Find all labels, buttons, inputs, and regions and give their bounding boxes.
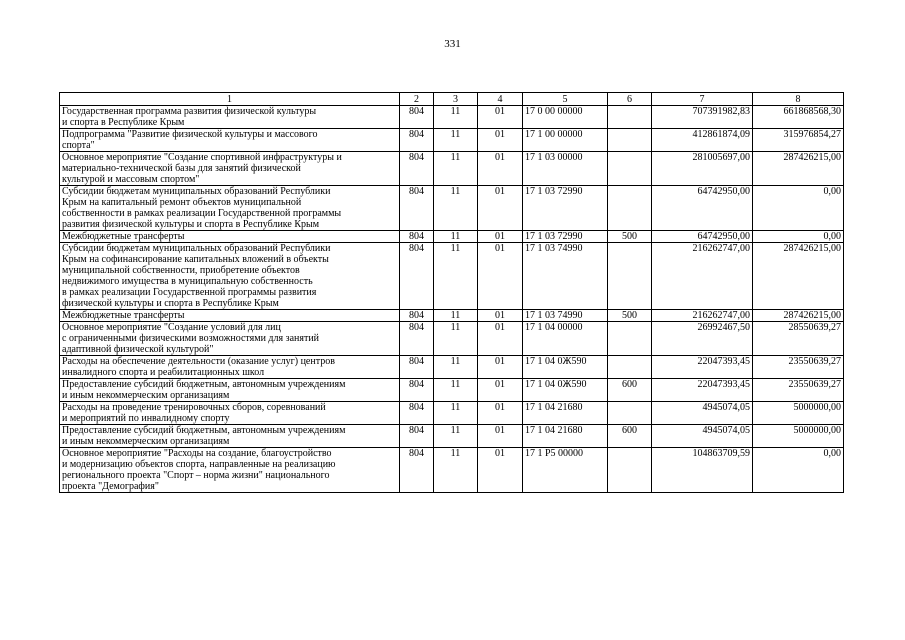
- cell-expense-type: 600: [608, 425, 652, 448]
- cell-expense-type: [608, 322, 652, 356]
- table-row: [60, 402, 844, 425]
- cell-section: 11: [434, 448, 478, 493]
- name-line: Субсидии бюджетам муниципальных образований Республики: [62, 186, 331, 197]
- cell-target-article: 17 1 P5 00000: [523, 448, 608, 493]
- cell-subsection: 01: [478, 186, 523, 231]
- cell-subsection: 01: [478, 310, 523, 322]
- header-cell: 4: [478, 93, 523, 106]
- name-line: и модернизацию объектов спорта, направленные на реализацию: [62, 459, 336, 470]
- cell-section: 11: [434, 379, 478, 402]
- cell-section: 11: [434, 243, 478, 310]
- name-line: недвижимого имущества в муниципальную собственность: [62, 276, 313, 287]
- name-line: Расходы на обеспечение деятельности (оказание услуг) центров: [62, 356, 335, 367]
- cell-target-article: 17 1 03 72990: [523, 231, 608, 243]
- name-line: Государственная программа развития физической культуры: [62, 106, 317, 117]
- table-row: [60, 356, 844, 379]
- cell-target-article: 17 1 04 21680: [523, 402, 608, 425]
- cell-amount-year2: 0,00: [753, 448, 844, 493]
- cell-target-article: 17 1 03 74990: [523, 310, 608, 322]
- name-line: регионального проекта "Спорт – норма жизни" национального: [62, 470, 330, 481]
- name-line: Межбюджетные трансферты: [62, 231, 185, 242]
- name-line: спорта": [62, 140, 95, 151]
- cell-section: 11: [434, 322, 478, 356]
- cell-amount-year1: 412861874,09: [652, 129, 753, 152]
- cell-grbs: 804: [400, 379, 434, 402]
- cell-name: [60, 186, 400, 231]
- table-row: [60, 186, 844, 231]
- cell-amount-year1: 707391982,83: [652, 106, 753, 129]
- header-cell: 6: [608, 93, 652, 106]
- header-cell: 8: [753, 93, 844, 106]
- name-line: Крым на капитальный ремонт объектов муниципальной: [62, 197, 302, 208]
- cell-subsection: 01: [478, 379, 523, 402]
- cell-amount-year1: 216262747,00: [652, 310, 753, 322]
- name-line: Расходы на проведение тренировочных сборов, соревнований: [62, 402, 326, 413]
- cell-target-article: 17 1 00 00000: [523, 129, 608, 152]
- cell-subsection: 01: [478, 322, 523, 356]
- cell-amount-year2: 5000000,00: [753, 402, 844, 425]
- cell-expense-type: [608, 152, 652, 186]
- table-row: [60, 379, 844, 402]
- cell-target-article: 17 1 04 0Ж590: [523, 356, 608, 379]
- cell-expense-type: [608, 186, 652, 231]
- name-line: Основное мероприятие "Расходы на создание, благоустройство: [62, 448, 332, 459]
- cell-target-article: 17 1 03 74990: [523, 243, 608, 310]
- cell-section: 11: [434, 129, 478, 152]
- cell-grbs: 804: [400, 402, 434, 425]
- cell-amount-year2: 315976854,27: [753, 129, 844, 152]
- cell-name: [60, 129, 400, 152]
- table-row: [60, 106, 844, 129]
- cell-target-article: 17 0 00 00000: [523, 106, 608, 129]
- cell-grbs: 804: [400, 448, 434, 493]
- page-number: 331: [444, 38, 461, 50]
- cell-amount-year1: 22047393,45: [652, 356, 753, 379]
- cell-subsection: 01: [478, 231, 523, 243]
- name-line: материально-технической базы для занятий физической: [62, 163, 301, 174]
- header-cell: 3: [434, 93, 478, 106]
- cell-subsection: 01: [478, 448, 523, 493]
- cell-target-article: 17 1 04 21680: [523, 425, 608, 448]
- cell-section: 11: [434, 106, 478, 129]
- cell-section: 11: [434, 152, 478, 186]
- cell-expense-type: 500: [608, 310, 652, 322]
- cell-name: [60, 379, 400, 402]
- name-line: развития физической культуры и спорта в Республике Крым: [62, 219, 320, 230]
- name-line: проекта "Демография": [62, 481, 159, 492]
- table-row: [60, 425, 844, 448]
- name-line: собственности в рамках реализации Государственной программы: [62, 208, 342, 219]
- cell-amount-year1: 216262747,00: [652, 243, 753, 310]
- name-line: культурой и массовым спортом": [62, 174, 200, 185]
- cell-section: 11: [434, 231, 478, 243]
- cell-expense-type: [608, 243, 652, 310]
- name-line: и мероприятий по инвалидному спорту: [62, 413, 230, 424]
- cell-section: 11: [434, 402, 478, 425]
- cell-expense-type: [608, 129, 652, 152]
- table-header-row: [60, 93, 844, 106]
- cell-amount-year2: 0,00: [753, 186, 844, 231]
- table-row: [60, 129, 844, 152]
- cell-grbs: 804: [400, 243, 434, 310]
- cell-amount-year2: 287426215,00: [753, 310, 844, 322]
- cell-amount-year2: 287426215,00: [753, 243, 844, 310]
- cell-expense-type: 500: [608, 231, 652, 243]
- header-cell: 5: [523, 93, 608, 106]
- cell-amount-year2: 5000000,00: [753, 425, 844, 448]
- cell-grbs: 804: [400, 106, 434, 129]
- name-line: в рамках реализации Государственной программы развития: [62, 287, 317, 298]
- cell-subsection: 01: [478, 356, 523, 379]
- name-line: с ограниченными физическими возможностями для занятий: [62, 333, 320, 344]
- cell-grbs: 804: [400, 129, 434, 152]
- name-line: Основное мероприятие "Создание спортивной инфраструктуры и: [62, 152, 342, 163]
- header-cell: 1: [60, 93, 400, 106]
- table-row: [60, 448, 844, 493]
- cell-expense-type: 600: [608, 379, 652, 402]
- cell-expense-type: [608, 106, 652, 129]
- cell-subsection: 01: [478, 243, 523, 310]
- cell-grbs: 804: [400, 322, 434, 356]
- cell-amount-year2: 287426215,00: [753, 152, 844, 186]
- cell-amount-year2: 0,00: [753, 231, 844, 243]
- cell-subsection: 01: [478, 425, 523, 448]
- cell-target-article: 17 1 03 72990: [523, 186, 608, 231]
- cell-name: [60, 322, 400, 356]
- table-body: [60, 106, 844, 493]
- name-line: муниципальной собственности, приобретение объектов: [62, 265, 300, 276]
- cell-amount-year1: 4945074,05: [652, 425, 753, 448]
- cell-amount-year2: 23550639,27: [753, 379, 844, 402]
- cell-amount-year1: 64742950,00: [652, 231, 753, 243]
- cell-name: [60, 152, 400, 186]
- cell-grbs: 804: [400, 310, 434, 322]
- cell-amount-year1: 64742950,00: [652, 186, 753, 231]
- cell-amount-year1: 22047393,45: [652, 379, 753, 402]
- table-row: [60, 243, 844, 310]
- budget-table: [59, 92, 844, 493]
- cell-section: 11: [434, 310, 478, 322]
- name-line: Предоставление субсидий бюджетным, автономным учреждениям: [62, 379, 346, 390]
- table-row: [60, 152, 844, 186]
- cell-grbs: 804: [400, 356, 434, 379]
- cell-amount-year2: 23550639,27: [753, 356, 844, 379]
- cell-grbs: 804: [400, 186, 434, 231]
- header-cell: 7: [652, 93, 753, 106]
- cell-grbs: 804: [400, 425, 434, 448]
- cell-expense-type: [608, 448, 652, 493]
- cell-name: [60, 425, 400, 448]
- cell-name: [60, 231, 400, 243]
- cell-section: 11: [434, 186, 478, 231]
- header-cell: 2: [400, 93, 434, 106]
- name-line: Подпрограмма "Развитие физической культуры и массового: [62, 129, 318, 140]
- cell-amount-year1: 104863709,59: [652, 448, 753, 493]
- cell-name: [60, 448, 400, 493]
- cell-name: [60, 243, 400, 310]
- name-line: и спорта в Республике Крым: [62, 117, 185, 128]
- cell-name: [60, 310, 400, 322]
- name-line: Крым на софинансирование капитальных вложений в объекты: [62, 254, 329, 265]
- name-line: и иным некоммерческим организациям: [62, 390, 230, 401]
- cell-target-article: 17 1 03 00000: [523, 152, 608, 186]
- name-line: физической культуры и спорта в Республике Крым: [62, 298, 279, 309]
- cell-target-article: 17 1 04 0Ж590: [523, 379, 608, 402]
- name-line: Межбюджетные трансферты: [62, 310, 185, 321]
- table-row: [60, 310, 844, 322]
- cell-amount-year1: 26992467,50: [652, 322, 753, 356]
- cell-grbs: 804: [400, 152, 434, 186]
- table-row: [60, 231, 844, 243]
- cell-subsection: 01: [478, 129, 523, 152]
- cell-section: 11: [434, 425, 478, 448]
- name-line: адаптивной физической культурой": [62, 344, 214, 355]
- cell-amount-year2: 28550639,27: [753, 322, 844, 356]
- table-row: [60, 322, 844, 356]
- cell-amount-year1: 4945074,05: [652, 402, 753, 425]
- name-line: инвалидного спорта и реабилитационных школ: [62, 367, 265, 378]
- cell-target-article: 17 1 04 00000: [523, 322, 608, 356]
- cell-expense-type: [608, 402, 652, 425]
- cell-amount-year1: 281005697,00: [652, 152, 753, 186]
- cell-subsection: 01: [478, 106, 523, 129]
- name-line: и иным некоммерческим организациям: [62, 436, 230, 447]
- cell-name: [60, 402, 400, 425]
- cell-amount-year2: 661868568,30: [753, 106, 844, 129]
- name-line: Предоставление субсидий бюджетным, автономным учреждениям: [62, 425, 346, 436]
- cell-name: [60, 106, 400, 129]
- cell-subsection: 01: [478, 402, 523, 425]
- cell-section: 11: [434, 356, 478, 379]
- name-line: Субсидии бюджетам муниципальных образований Республики: [62, 243, 331, 254]
- name-line: Основное мероприятие "Создание условий для лиц: [62, 322, 281, 333]
- cell-subsection: 01: [478, 152, 523, 186]
- cell-expense-type: [608, 356, 652, 379]
- cell-grbs: 804: [400, 231, 434, 243]
- cell-name: [60, 356, 400, 379]
